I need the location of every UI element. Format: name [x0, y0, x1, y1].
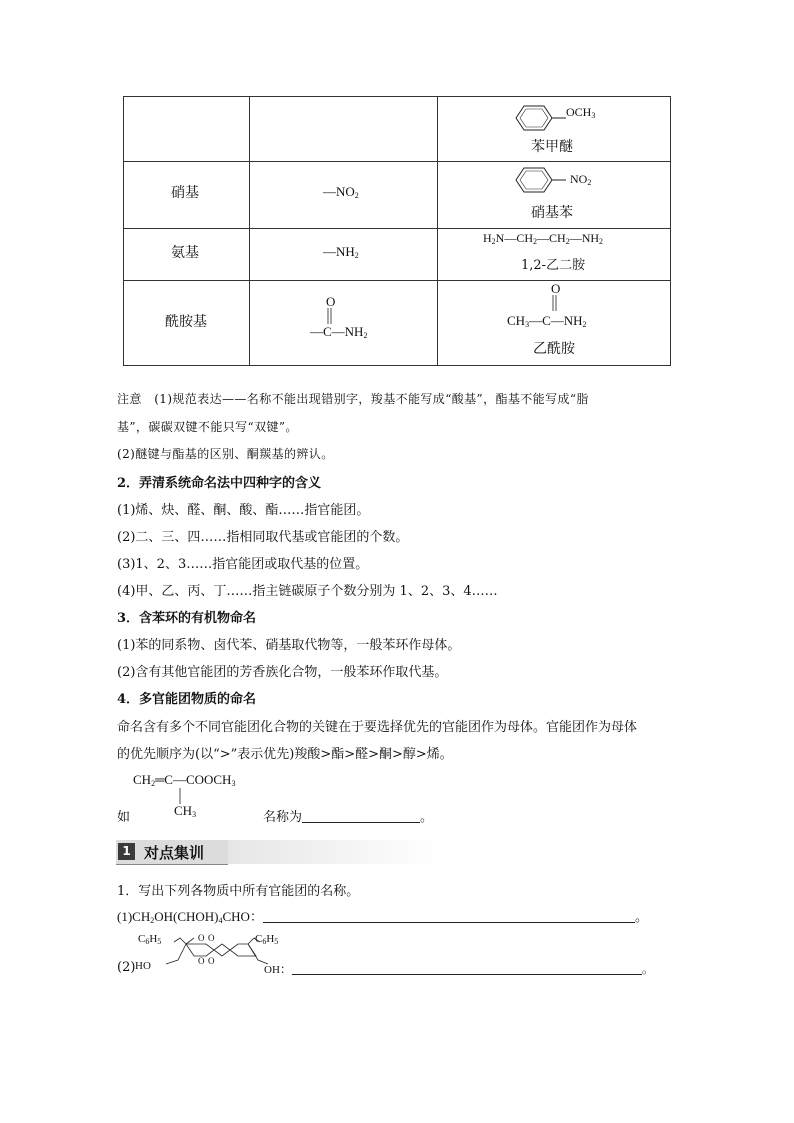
amide-oxygen: O [326, 294, 336, 309]
amino-group-structure: $—NH_2$ [323, 244, 359, 260]
left-hydroxyl: HO [135, 960, 151, 972]
anisole-substituent: $OCH_3$ [566, 105, 596, 120]
answer-blank[interactable] [263, 922, 635, 923]
example-formula-branch: $CH_3$ [174, 803, 197, 819]
example-prefix: 如 [117, 810, 131, 825]
ring-oxygen-label: O [198, 956, 205, 966]
table-col-divider [437, 96, 438, 366]
ring-oxygen-label: O [208, 933, 215, 943]
nitro-group-name: 硝基 [171, 185, 199, 201]
note-line-2: 基”，碳碳双键不能只写“双键”。 [117, 420, 298, 434]
nitrobenzene-name: 硝基苯 [531, 205, 573, 221]
table-border-top [123, 96, 671, 97]
banner-underline [116, 864, 228, 865]
section-4-paragraph: 命名含有多个不同官能团化合物的关键在于要选择优先的官能团作为母体。官能团作为母体 [117, 720, 638, 735]
section-3-title: 3．含苯环的有机物命名 [117, 611, 257, 626]
amide-group-name: 酰胺基 [165, 314, 207, 330]
note-line-1: 注意 (1)规范表达——名称不能出现错别字，羧基不能写成“酸基”，酯基不能写成“脂 [117, 392, 589, 406]
ring-oxygen-label: O [198, 933, 205, 943]
ring-oxygen-label: O [208, 956, 215, 966]
exercise-question: 1．写出下列各物质中所有官能团的名称。 [117, 884, 360, 899]
section-banner-number: 1 [118, 843, 135, 860]
exercise-sub-1: $(1)CH_2OH(CHOH)_4CHO$： 。 [117, 909, 648, 925]
answer-blank[interactable] [302, 822, 420, 823]
ethylenediamine-formula: $H_2N—CH_2—CH_2—NH_2$ [483, 231, 604, 246]
table-row-divider [123, 280, 671, 281]
right-hydroxyl: OH [264, 964, 280, 976]
section-2-title: 2．弄清系统命名法中四种字的含义 [117, 476, 322, 491]
section-4-paragraph: 的优先顺序为(以“>”表示优先)羧酸>酯>醛>酮>醇>烯。 [117, 747, 453, 762]
acetamide-double-bond [549, 295, 559, 313]
example-answer-line: 名称为 。 [263, 810, 434, 825]
section-3-item: (2)含有其他官能团的芳香族化合物，一般苯环作取代基。 [117, 665, 448, 680]
section-banner-fade [228, 840, 438, 864]
anisole-name: 苯甲醚 [531, 139, 573, 155]
table-border-bottom [123, 365, 671, 366]
section-2-item: (2)二、三、四……指相同取代基或官能团的个数。 [117, 530, 409, 545]
acetamide-formula: $CH_3—C—NH_2$ [507, 313, 587, 329]
answer-blank[interactable] [292, 974, 642, 975]
nitrobenzene-substituent: $NO_2$ [570, 172, 592, 187]
table-border-left [123, 96, 124, 366]
table-border-right [670, 96, 671, 366]
section-banner-title: 对点集训 [144, 844, 205, 862]
section-2-item: (3)1、2、3……指官能团或取代基的位置。 [117, 557, 369, 572]
example-branch-bond [178, 788, 182, 804]
section-2-item: (4)甲、乙、丙、丁……指主链碳原子个数分别为 1、2、3、4…… [117, 584, 498, 599]
amino-group-name: 氨基 [171, 245, 199, 261]
amide-group-structure: $—C—NH_2$ [310, 324, 368, 340]
nitro-group-structure: $—NO_2$ [323, 184, 359, 200]
functional-group-table [123, 96, 671, 366]
exercise-sub-2-answer: OH： 。 [264, 962, 654, 976]
table-row-divider [123, 228, 671, 229]
example-formula-main: $CH_2═C—COOCH_3$ [133, 772, 236, 788]
right-phenyl-label: $C_6H_5$ [255, 933, 279, 946]
acetamide-oxygen: O [551, 281, 561, 296]
table-row-divider [123, 161, 671, 162]
table-col-divider [249, 96, 250, 366]
ethylenediamine-name: 1,2-乙二胺 [521, 258, 586, 273]
section-2-item: (1)烯、炔、醛、酮、酸、酯……指官能团。 [117, 503, 370, 518]
section-4-title: 4．多官能团物质的命名 [117, 692, 257, 707]
benzene-ring-icon [508, 104, 568, 132]
benzene-ring-icon [508, 166, 568, 194]
note-line-3: (2)醚键与酯基的区别、酮羰基的辨认。 [117, 447, 334, 461]
left-phenyl-label: $C_6H_5$ [138, 933, 162, 946]
exercise-sub-2-label: (2) [117, 960, 136, 975]
section-3-item: (1)苯的同系物、卤代苯、硝基取代物等，一般苯环作母体。 [117, 638, 461, 653]
acetamide-name: 乙酰胺 [533, 341, 575, 357]
